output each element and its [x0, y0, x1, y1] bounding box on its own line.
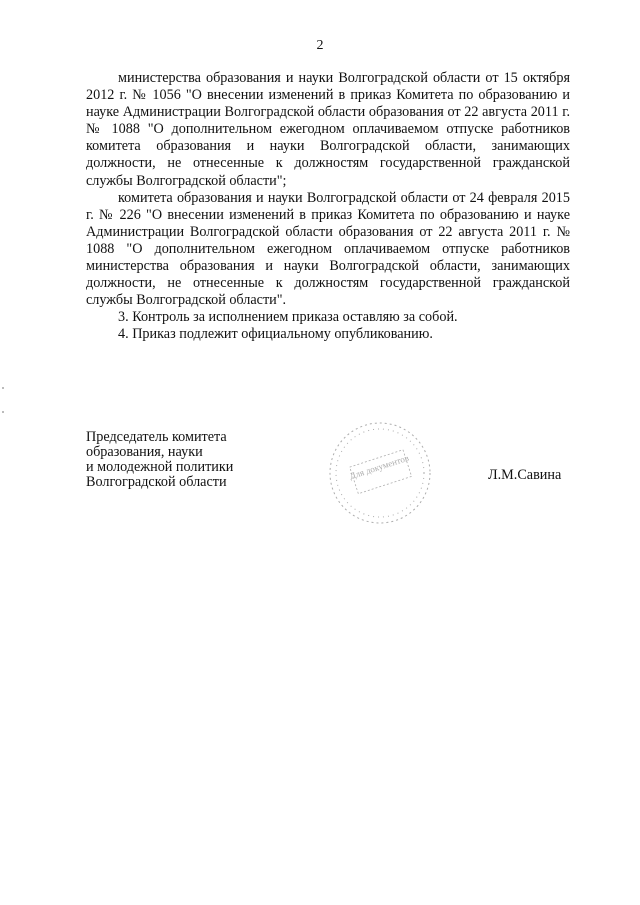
- item-control: 3. Контроль за исполнением приказа оставляю за собой.: [118, 309, 458, 326]
- position-line: образования, науки: [86, 444, 203, 460]
- item-publication: 4. Приказ подлежит официальному опубликованию.: [118, 326, 433, 343]
- signature-position: [86, 430, 233, 490]
- scan-mark: [2, 387, 4, 389]
- paragraph-order-2012: министерства образования и науки Волгоградской области от 15 октября 2012 г. № 1056 "О внесении изменений в приказ Комитета по образованию и науке Администрации Волгоградской области образования от 22 августа 2011 г. № 1088 "О дополнительном ежегодном оплачиваемом отпуске работников комитета образования и науки Волгоградской области, занимающих должности, не отнесенные к должностям государственной гражданской службы Волгоградской области";: [86, 70, 570, 189]
- position-line: Волгоградской области: [86, 474, 227, 490]
- paragraph-order-2015: комитета образования и науки Волгоградской области от 24 февраля 2015 г. № 226 "О внесении изменений в приказ Комитета по образованию и науке Администрации Волгоградской области образования от 22 августа 2011 г. № 1088 "О дополнительном ежегодном оплачиваемом отпуске работников министерства образования и науки Волгоградской области, занимающих должности, не отнесенные к должностям государственной гражданской службы Волгоградской области".: [86, 189, 570, 309]
- page-number: 2: [316, 38, 324, 53]
- document-body: [86, 70, 570, 344]
- scan-mark: [2, 411, 4, 413]
- position-line: Председатель комитета: [86, 429, 227, 445]
- stamp-icon: [325, 418, 435, 528]
- stamp-text: Для документов: [348, 452, 411, 482]
- position-line: и молодежной политики: [86, 459, 234, 475]
- signer-name: Л.М.Савина: [488, 467, 562, 483]
